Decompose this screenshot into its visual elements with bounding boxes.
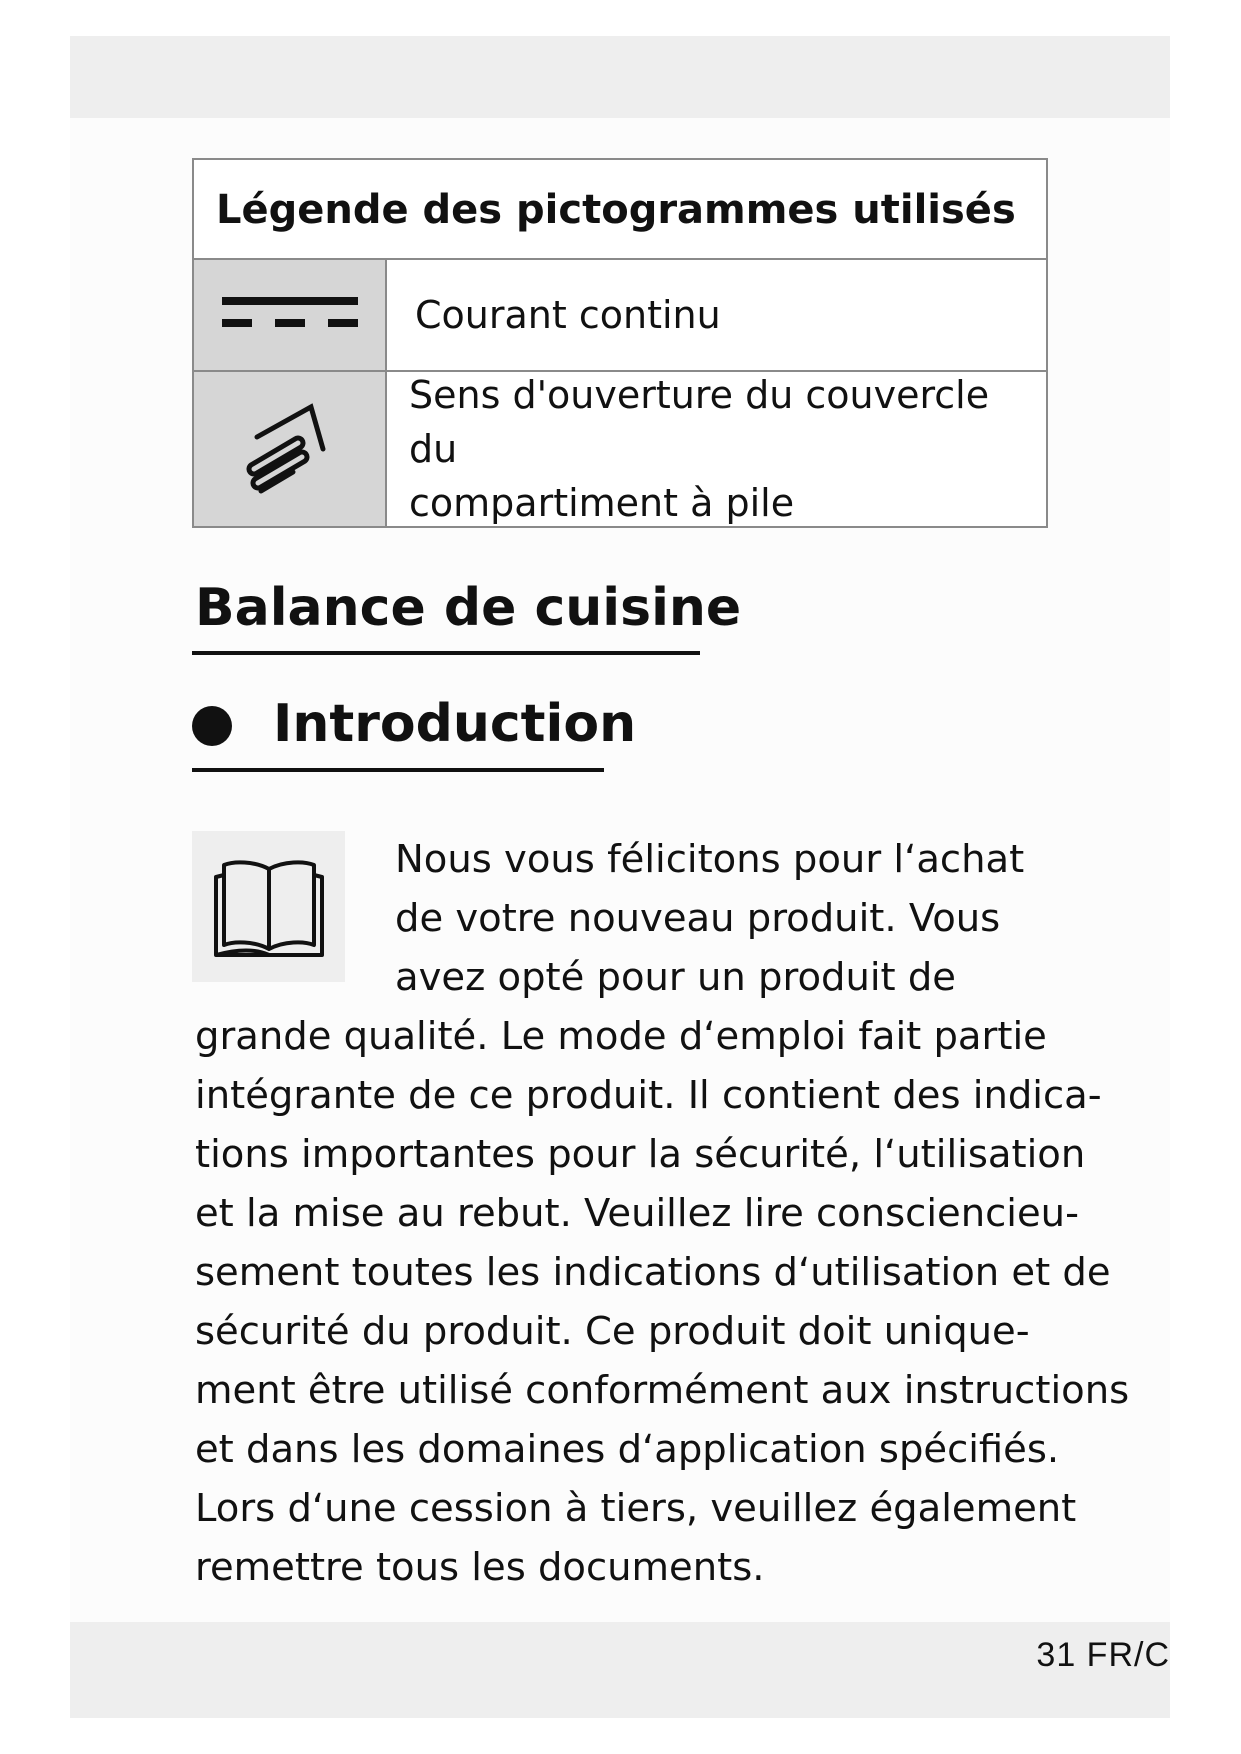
legend-title: Légende des pictogrammes utilisés xyxy=(194,160,1046,260)
paragraph-line: sement toutes les indications d‘utilisation et de xyxy=(195,1250,1111,1295)
pictogram-legend-table xyxy=(192,158,1048,528)
intro-heading: Introduction xyxy=(273,694,637,754)
section-title: Balance de cuisine xyxy=(195,578,742,638)
paragraph-line: ment être utilisé conformément aux instructions xyxy=(195,1368,1130,1413)
bullet-icon xyxy=(192,706,232,746)
battery-cover-opening-icon xyxy=(194,372,387,526)
direct-current-icon xyxy=(194,260,387,370)
paragraph-line: Lors d‘une cession à tiers, veuillez également xyxy=(195,1486,1077,1531)
legend-row xyxy=(194,260,1046,372)
legend-label-block xyxy=(387,372,1046,526)
header-band xyxy=(70,36,1170,118)
section-title-underline xyxy=(192,651,700,655)
legend-label: Courant continu xyxy=(415,293,721,337)
paragraph-line: de votre nouveau produit. Vous xyxy=(395,896,1001,941)
paragraph-line: avez opté pour un produit de xyxy=(395,955,956,1000)
page-number: 31 FR/C xyxy=(1036,1636,1170,1674)
intro-paragraph xyxy=(195,830,1130,1597)
paragraph-line: sécurité du produit. Ce produit doit unique- xyxy=(195,1309,1030,1354)
intro-heading-underline xyxy=(192,768,604,772)
paragraph-line: remettre tous les documents. xyxy=(195,1545,765,1590)
paragraph-line: Nous vous félicitons pour l‘achat xyxy=(395,837,1025,882)
paragraph-line: et la mise au rebut. Veuillez lire consciencieu- xyxy=(195,1191,1079,1236)
manual-page xyxy=(70,36,1170,1718)
paragraph-line: tions importantes pour la sécurité, l‘utilisation xyxy=(195,1132,1086,1177)
paragraph-line: grande qualité. Le mode d‘emploi fait partie xyxy=(195,1014,1047,1059)
paragraph-line: intégrante de ce produit. Il contient des indica- xyxy=(195,1073,1102,1118)
legend-label-line: Sens d'ouverture du couvercle du xyxy=(409,373,990,471)
legend-row xyxy=(194,372,1046,526)
legend-label-line: compartiment à pile xyxy=(409,481,795,525)
footer-band xyxy=(70,1622,1170,1718)
paragraph-line: et dans les domaines d‘application spécifiés. xyxy=(195,1427,1060,1472)
